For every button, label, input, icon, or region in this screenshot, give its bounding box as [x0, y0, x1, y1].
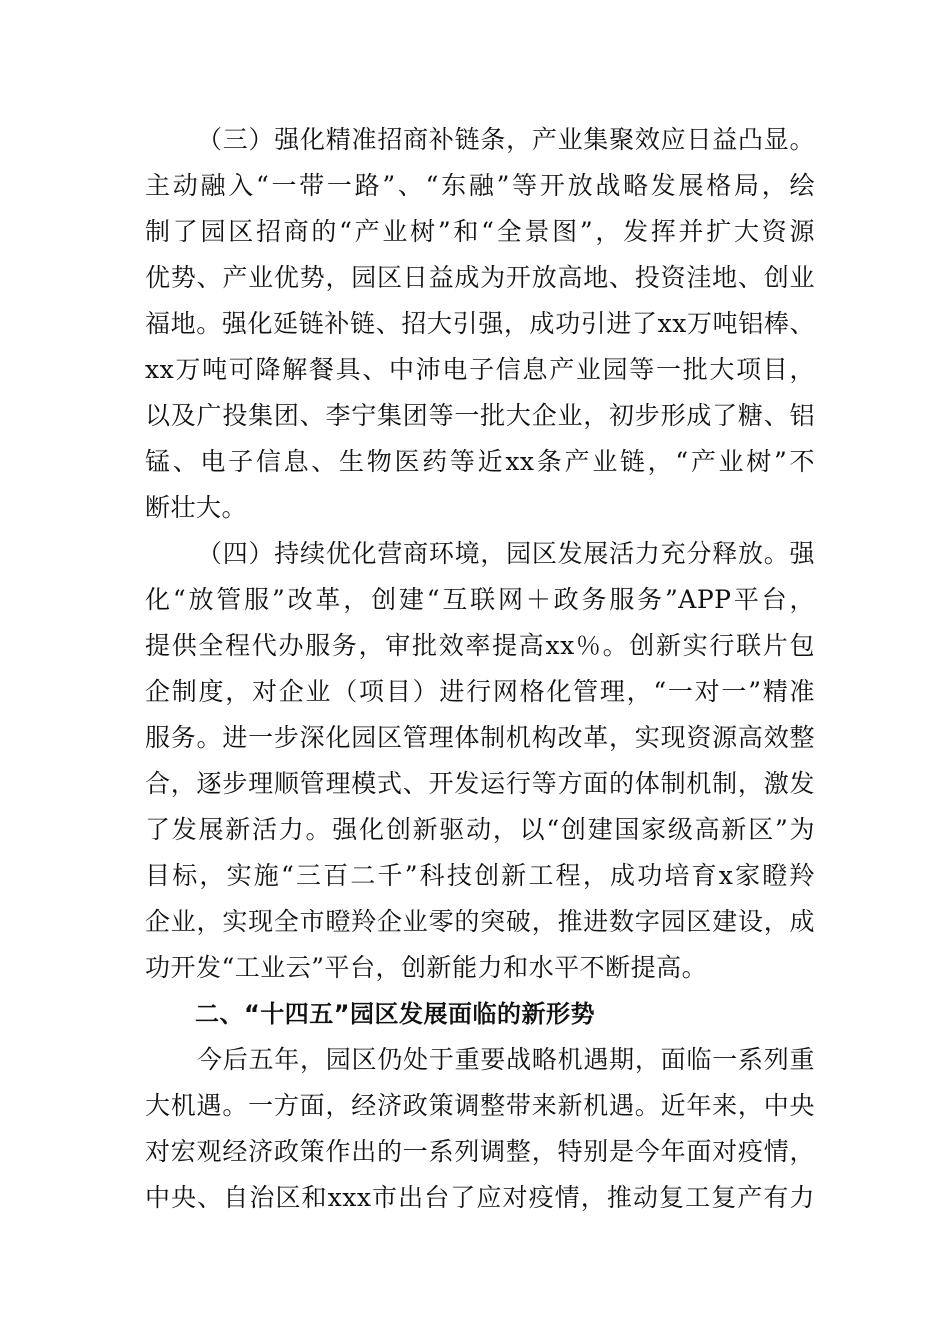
paragraph-3-line-5: 福地。强化延链补链、招大引强，成功引进了xx万吨铝棒、	[145, 309, 815, 338]
paragraph-4-line-5: 服务。进一步深化园区管理体制机构改革，实现资源高效整	[145, 723, 815, 752]
paragraph-4-line-3: 提供全程代办服务，审批效率提高xx％。创新实行联片包	[145, 631, 815, 660]
paragraph-3-line-2: 主动融入“一带一路”、“东融”等开放战略发展格局，绘	[145, 171, 815, 200]
section-heading: 二、“十四五”园区发展面临的新形势	[195, 1000, 596, 1028]
paragraph-4-line-4: 企制度，对企业（项目）进行网格化管理，“一对一”精准	[145, 677, 815, 706]
paragraph-3-line-8: 锰、电子信息、生物医药等近xx条产业链，“产业树”不	[145, 447, 815, 476]
paragraph-4-line-6: 合，逐步理顺管理模式、开发运行等方面的体制机制，激发	[145, 769, 815, 798]
paragraph-4-line-2: 化“放管服”改革，创建“互联网＋政务服务”APP平台，	[145, 585, 815, 614]
paragraph-4-line-10: 功开发“工业云”平台，创新能力和水平不断提高。	[145, 953, 708, 982]
paragraph-3-line-9: 断壮大。	[145, 493, 248, 522]
paragraph-3-line-7: 以及广投集团、李宁集团等一批大企业，初步形成了糖、铝	[145, 401, 815, 430]
section-2-line-1: 今后五年，园区仍处于重要战略机遇期，面临一系列重	[197, 1045, 815, 1074]
section-2-line-2: 大机遇。一方面，经济政策调整带来新机遇。近年来，中央	[145, 1091, 815, 1120]
paragraph-3-line-3: 制了园区招商的“产业树”和“全景图”，发挥并扩大资源	[145, 217, 815, 246]
paragraph-4-line-7: 了发展新活力。强化创新驱动，以“创建国家级高新区”为	[145, 815, 815, 844]
paragraph-3-line-4: 优势、产业优势，园区日益成为开放高地、投资洼地、创业	[145, 263, 815, 292]
section-2-line-3: 对宏观经济政策作出的一系列调整，特别是今年面对疫情，	[145, 1137, 815, 1166]
paragraph-4-line-9: 企业，实现全市瞪羚企业零的突破，推进数字园区建设，成	[145, 907, 815, 936]
paragraph-4-line-8: 目标，实施“三百二千”科技创新工程，成功培育x家瞪羚	[145, 861, 815, 890]
paragraph-4-line-1: （四）持续优化营商环境，园区发展活力充分释放。强	[197, 539, 815, 568]
section-2-line-4: 中央、自治区和xxx市出台了应对疫情，推动复工复产有力	[145, 1183, 815, 1212]
paragraph-3-line-1: （三）强化精准招商补链条，产业集聚效应日益凸显。	[197, 125, 815, 154]
paragraph-3-line-6: xx万吨可降解餐具、中沛电子信息产业园等一批大项目，	[145, 355, 815, 384]
